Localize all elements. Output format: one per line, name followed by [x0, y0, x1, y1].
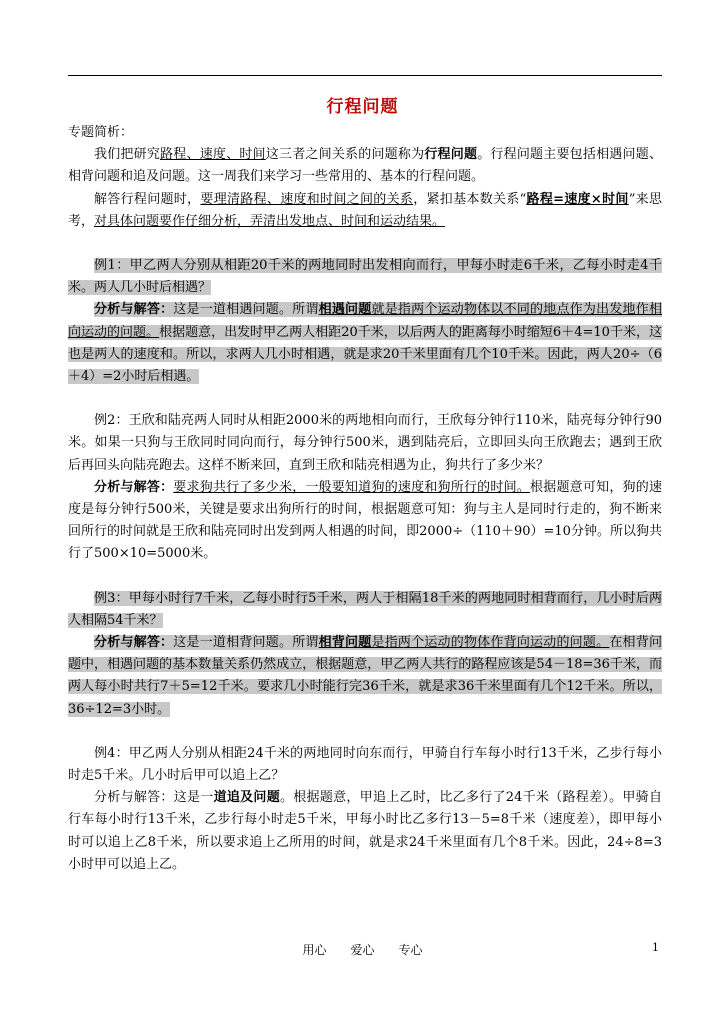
- text: 根据题意可知，狗的速度是每分钟行500米，关键是要求出狗所行的时间，根据题意可知：狗与主人是同时行走的，狗不断来回所行的时间就是王欣和陆亮同时出发到两人相遇的时间，即2000÷（110＋90）=10分钟。所以狗共行了500×10=5000米。: [68, 479, 662, 562]
- footer-word: 爱心: [350, 943, 375, 957]
- text: ”来思考，: [68, 191, 662, 229]
- text: 在相背问题中，相遇问题的基本数量关系仍然成立，根据题意，甲乙两人共行的路程应该是54－18=36千米，而两人每小时共行7＋5=12千米。要求几小时能行完36千米，就是求36千米里面有几个12千米。所以，36÷12=3小时。: [68, 635, 662, 717]
- page-number: 1: [652, 941, 659, 954]
- example-3-question: [68, 588, 662, 632]
- intro-paragraph-1: [68, 144, 662, 188]
- underlined-text: 要理清路程、速度和时间之间的关系: [200, 191, 414, 207]
- bold-text: 行程问题: [424, 147, 478, 163]
- example-2-answer: [68, 477, 662, 566]
- text: 根据题意，出发时甲乙两人相距20千米，以后两人的距离每小时缩短6＋4=10千米，这也是两人的速度和。所以，求两人几小时相遇，就是求20千米里面有几个10千米。因此，两人20÷（6＋4）=2小时后相遇。: [68, 324, 662, 385]
- page-footer: [0, 941, 725, 958]
- term-text: 相遇问题: [318, 302, 372, 318]
- text: 这是一: [173, 790, 214, 806]
- document-body: [68, 122, 662, 876]
- example-1-answer: [68, 299, 662, 388]
- header-rule: [68, 75, 662, 76]
- text: 这是一道相遇问题。所谓: [173, 302, 319, 318]
- text: 解答行程问题时，: [94, 191, 201, 207]
- answer-label: 分析与解答：: [94, 790, 174, 806]
- underlined-text: 是指两个运动的物体作背向运动的问题。: [371, 635, 610, 651]
- example-3-answer: [68, 632, 662, 721]
- intro-heading: 专题简析：: [68, 125, 134, 140]
- underlined-text: 路程、速度、时间: [160, 147, 266, 163]
- highlighted-text: 例3：甲每小时行7千米，乙每小时行5千米，两人于相隔18千米的两地同时相背而行，几小时后两人相隔54千米？: [68, 590, 662, 628]
- example-4-answer: [68, 787, 662, 876]
- answer-label: 分析与解答：: [94, 635, 174, 651]
- page-title: 行程问题: [326, 97, 399, 117]
- footer-word: 用心: [302, 943, 327, 957]
- example-2-question: 例2：王欣和陆亮两人同时从相距2000米的两地相向而行，王欣每分钟行110米，陆亮每分钟行90米。如果一只狗与王欣同时同向而行，每分钟行500米，遇到陆亮后，立即回头向王欣跑去；遇到王欣后再回头向陆亮跑去。这样不断来回，直到王欣和陆亮相遇为止，狗共行了多少米？: [68, 413, 662, 473]
- text: 这三者之间关系的问题称为: [265, 147, 425, 163]
- text: 。行程问题主要包括相遇问题、相背问题和追及问题。这一周我们来学习一些常用的、基本的行程问题。: [68, 147, 662, 185]
- term-text: 相背问题: [318, 635, 372, 651]
- underlined-text: 就是指两个运动物体以不同的地点作为出发地作相向运动的问题。: [68, 302, 662, 340]
- text: 。根据题意，甲追上乙时，比乙多行了24千米（路程差）。甲骑自行车每小时行13千米，乙步行每小时走5千米，甲每小时比乙多行13－5=8千米（速度差），即甲每小时可以追上乙8千米，所以要求追上乙所用的时间，就是求24千米里面有几个8千米。因此，24÷8=3小时甲可以追上乙。: [68, 790, 662, 872]
- formula-text: 路程=速度×时间: [526, 191, 629, 207]
- underlined-text: 要求狗共行了多少米，一般要知道狗的速度和狗所行的时间。: [173, 479, 531, 495]
- term-text: 道追及问题: [213, 790, 280, 806]
- underlined-text: 对具体问题要作仔细分析，弄清出发地点、时间和运动结果。: [94, 213, 446, 229]
- example-1-question: [68, 255, 662, 299]
- highlighted-text: 例1：甲乙两人分别从相距20千米的两地同时出发相向而行，甲每小时走6千米，乙每小时走4千米。两人几小时后相遇？: [68, 258, 662, 296]
- intro-paragraph-2: [68, 189, 662, 233]
- answer-label: 分析与解答：: [94, 302, 174, 318]
- example-4-question: 例4：甲乙两人分别从相距24千米的两地同时向东而行，甲骑自行车每小时行13千米，乙步行每小时走5千米。几小时后甲可以追上乙？: [68, 745, 662, 784]
- text: 这是一道相背问题。所谓: [173, 635, 319, 651]
- footer-word: 专心: [398, 943, 423, 957]
- answer-label: 分析与解答：: [94, 479, 174, 495]
- text: 我们把研究: [94, 147, 161, 163]
- text: ，紧扣基本数关系“: [413, 191, 527, 207]
